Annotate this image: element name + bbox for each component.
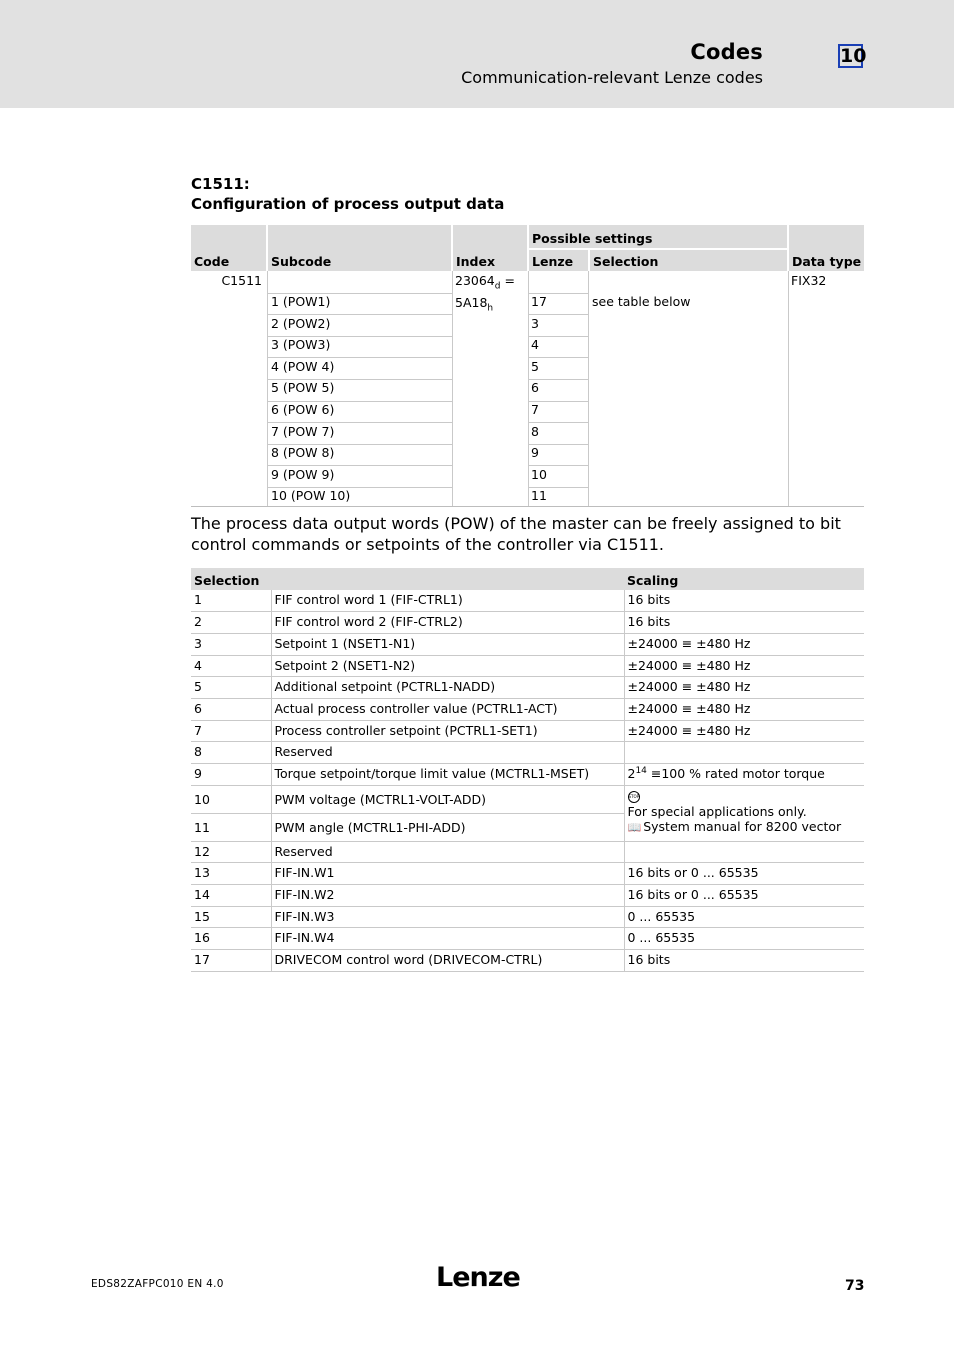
selection-number: 9	[191, 764, 271, 786]
table-row	[191, 928, 864, 950]
subcode-cell: 6 (POW 6)	[271, 402, 335, 417]
special-note-line1: For special applications only.	[627, 803, 807, 819]
lenze-cell: 6	[531, 380, 539, 396]
selection-number: 12	[191, 841, 271, 863]
table-row	[191, 677, 864, 699]
selection-number: 11	[191, 813, 271, 841]
subcode-cell: 5 (POW 5)	[271, 380, 335, 396]
table-row	[191, 720, 864, 742]
scaling-value: ±24000 ≡ ±480 Hz	[624, 698, 864, 720]
book-icon: 📖	[627, 820, 642, 834]
scaling-value: ±24000 ≡ ±480 Hz	[624, 655, 864, 677]
section-title: Configuration of process output data	[191, 195, 505, 213]
subcode-cell: 1 (POW1)	[271, 294, 331, 309]
scaling-value: 16 bits	[624, 612, 864, 634]
table-row	[191, 764, 864, 786]
table-row	[191, 655, 864, 677]
header-band	[0, 0, 954, 108]
stop-icon: STOP	[628, 791, 640, 803]
selection-number: 1	[191, 590, 271, 612]
lenze-cell: 4	[531, 337, 539, 353]
table-row	[191, 906, 864, 928]
header-possible-settings: Possible settings	[529, 225, 787, 248]
selection-description: Additional setpoint (PCTRL1-NADD)	[271, 677, 624, 699]
scaling-value: $2^{14} \equiv 100$ % rated motor torque	[624, 764, 864, 786]
selection-description: FIF-IN.W1	[271, 863, 624, 885]
scaling-value: 0 ... 65535	[624, 906, 864, 928]
table-row	[191, 885, 864, 907]
lenze-cell: 3	[531, 315, 539, 331]
table-row	[191, 785, 864, 813]
data-type-value: FIX32	[791, 273, 827, 288]
lenze-cell: 11	[531, 488, 547, 504]
chapter-subtitle: Communication-relevant Lenze codes	[461, 68, 763, 87]
selection-description: FIF control word 2 (FIF-CTRL2)	[271, 612, 624, 634]
scaling-value: ±24000 ≡ ±480 Hz	[624, 633, 864, 655]
chapter-title: Codes	[690, 40, 763, 64]
lenze-cell: 5	[531, 358, 539, 374]
header-code: Code	[191, 225, 266, 271]
table-row	[191, 633, 864, 655]
header-scaling: Scaling	[624, 568, 864, 590]
selection-number: 7	[191, 720, 271, 742]
subcode-cell: 7 (POW 7)	[271, 423, 335, 439]
subcode-cell: 4 (POW 4)	[271, 358, 335, 374]
lenze-cell: 9	[531, 445, 539, 461]
selection-number: 3	[191, 633, 271, 655]
table-row	[191, 863, 864, 885]
special-note-line2[interactable]: System manual for 8200 vector	[643, 818, 842, 834]
subcode-cell: 3 (POW3)	[271, 337, 331, 353]
lenze-cell: 8	[531, 423, 539, 439]
selection-note: see table below	[592, 294, 691, 309]
scaling-value	[624, 742, 864, 764]
header-lenze: Lenze	[529, 250, 588, 271]
description-paragraph: The process data output words (POW) of the master can be freely assigned to bit control commands or setpoints of the controller via C1511.	[191, 514, 841, 554]
scaling-value: 16 bits or 0 ... 65535	[624, 885, 864, 907]
selection-number: 15	[191, 906, 271, 928]
selection-scaling-table	[191, 568, 864, 972]
subcode-cell: 8 (POW 8)	[271, 445, 335, 461]
page-number: 73	[845, 1278, 865, 1294]
chapter-number-link[interactable]: 10	[840, 45, 867, 67]
scaling-value: 16 bits or 0 ... 65535	[624, 863, 864, 885]
lenze-logo: Lenze	[436, 1262, 520, 1293]
selection-number: 5	[191, 677, 271, 699]
selection-description: FIF-IN.W2	[271, 885, 624, 907]
selection-number: 13	[191, 863, 271, 885]
scaling-value: ±24000 ≡ ±480 Hz	[624, 720, 864, 742]
subcode-cell: 10 (POW 10)	[271, 488, 351, 504]
scaling-value	[624, 841, 864, 863]
scaling-value: 16 bits	[624, 950, 864, 972]
lenze-cell: 10	[531, 466, 547, 482]
selection-number: 16	[191, 928, 271, 950]
table-row	[191, 590, 864, 612]
scaling-value: 16 bits	[624, 590, 864, 612]
section-heading	[191, 174, 504, 214]
selection-description: Reserved	[271, 742, 624, 764]
table-row	[191, 742, 864, 764]
selection-description: FIF control word 1 (FIF-CTRL1)	[271, 590, 624, 612]
header-index: Index	[453, 225, 527, 271]
header-data-type: Data type	[789, 225, 864, 271]
selection-description: PWM voltage (MCTRL1-VOLT-ADD)	[271, 785, 624, 813]
selection-number: 8	[191, 742, 271, 764]
table-row	[191, 612, 864, 634]
code-settings-table	[191, 225, 864, 507]
subcode-cell: 2 (POW2)	[271, 315, 331, 331]
selection-number: 2	[191, 612, 271, 634]
code-value: C1511	[221, 273, 262, 288]
selection-number: 17	[191, 950, 271, 972]
selection-description: Reserved	[271, 841, 624, 863]
selection-description: FIF-IN.W4	[271, 928, 624, 950]
lenze-cell: 7	[531, 402, 539, 417]
lenze-cell: 17	[531, 294, 547, 309]
scaling-value: ±24000 ≡ ±480 Hz	[624, 677, 864, 699]
selection-description: PWM angle (MCTRL1-PHI-ADD)	[271, 813, 624, 841]
selection-number: 6	[191, 698, 271, 720]
scaling-special-note	[624, 785, 864, 841]
selection-description: Process controller setpoint (PCTRL1-SET1)	[271, 720, 624, 742]
header-subcode: Subcode	[268, 225, 451, 271]
header-selection: Selection	[191, 568, 624, 590]
table-row	[191, 698, 864, 720]
selection-description: Torque setpoint/torque limit value (MCTRL1-MSET)	[271, 764, 624, 786]
selection-description: DRIVECOM control word (DRIVECOM-CTRL)	[271, 950, 624, 972]
selection-number: 10	[191, 785, 271, 813]
index-value: $23064_d$ = $5A18_h$	[455, 273, 515, 313]
table-row	[191, 950, 864, 972]
selection-description: FIF-IN.W3	[271, 906, 624, 928]
selection-description: Setpoint 2 (NSET1-N2)	[271, 655, 624, 677]
table-row	[191, 841, 864, 863]
subcode-cell: 9 (POW 9)	[271, 466, 335, 482]
selection-description: Actual process controller value (PCTRL1-ACT)	[271, 698, 624, 720]
document-id: EDS82ZAFPC010 EN 4.0	[91, 1278, 224, 1290]
selection-number: 14	[191, 885, 271, 907]
header-selection: Selection	[590, 250, 787, 271]
section-code: C1511:	[191, 175, 250, 193]
selection-number: 4	[191, 655, 271, 677]
selection-description: Setpoint 1 (NSET1-N1)	[271, 633, 624, 655]
scaling-value: 0 ... 65535	[624, 928, 864, 950]
